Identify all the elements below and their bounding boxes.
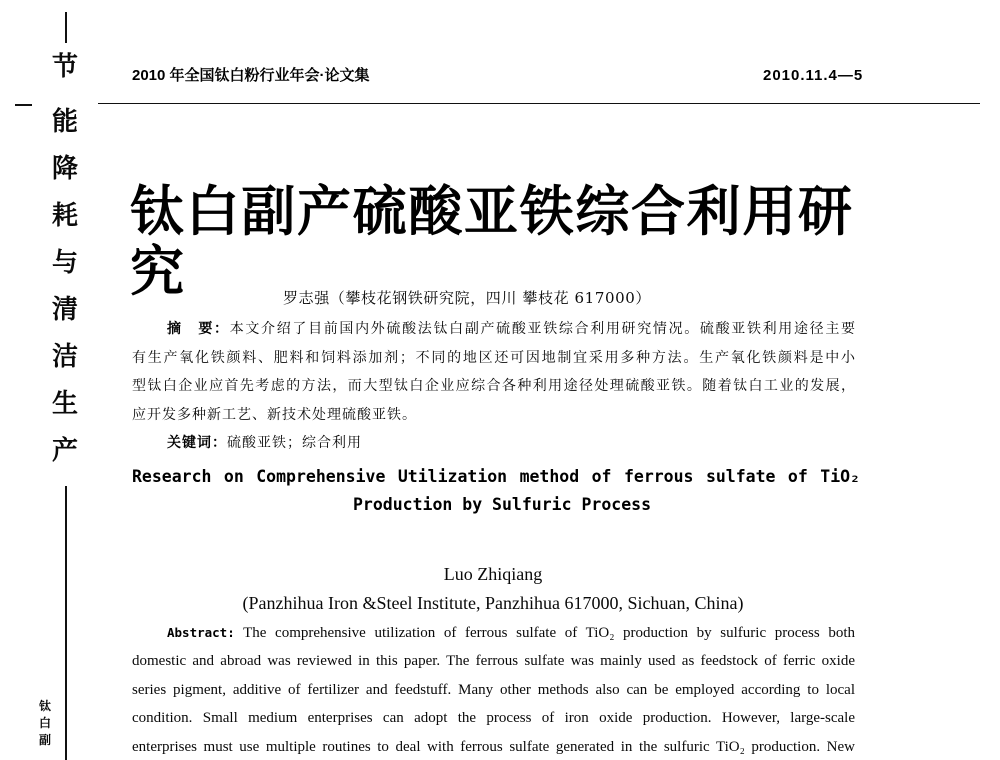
abstract-en-label: Abstract: xyxy=(167,625,235,640)
paper-title-en-line: Research on Comprehensive Utilization method of ferrous sulfate of TiO₂ xyxy=(132,467,860,486)
abstract-en-line: enterprises must use multiple routines to deal with ferrous sulfate generated in the sulfuric TiO₂ production. New xyxy=(132,739,855,755)
running-title-char: 钛 xyxy=(38,699,51,713)
abstract-cn-line: 有生产氧化铁颜料、肥料和饲料添加剂；不同的地区还可因地制宜采用多种方法。生产氧化铁颜料是中小 xyxy=(132,350,855,366)
paper-title-en-line: Production by Sulfuric Process xyxy=(352,495,651,514)
paper-title-cn: 钛白副产硫酸亚铁综合利用研究 xyxy=(130,180,852,303)
section-title-char: 生 xyxy=(51,389,78,419)
section-title-char: 洁 xyxy=(51,342,78,372)
abstract-en-text: The comprehensive utilization of ferrous sulfate of TiO₂ production by sulfuric process both xyxy=(243,625,855,641)
abstract-en-line: series pigment, additive of fertilizer and feedstuff. Many other methods also can be employed according to local xyxy=(132,682,855,698)
abstract-cn-line xyxy=(167,319,855,339)
section-title-char: 能 xyxy=(51,107,78,137)
affiliation-en: (Panzhihua Iron &Steel Institute, Panzhihua 617000, Sichuan, China) xyxy=(242,593,744,613)
section-title-char: 与 xyxy=(51,248,78,278)
abstract-en-line: domestic and abroad was reviewed in this paper. The ferrous sulfate was mainly used as feedstock of ferric oxide xyxy=(132,653,855,669)
margin-rule-bottom xyxy=(65,486,67,760)
section-title-vertical xyxy=(44,53,86,484)
running-title-char: 白 xyxy=(38,716,51,730)
header-rule xyxy=(98,103,980,104)
keywords-cn-text: 硫酸亚铁；综合利用 xyxy=(227,435,362,451)
abstract-en-line xyxy=(167,622,855,644)
author-affiliation-cn: 罗志强（攀枝花钢铁研究院，四川 攀枝花 617000） xyxy=(283,289,651,307)
abstract-cn-line: 型钛白企业应首先考虑的方法，而大型钛白企业应综合各种利用途径处理硫酸亚铁。随着钛白工业的发展， xyxy=(132,378,855,394)
keywords-cn-label: 关键词： xyxy=(167,435,227,451)
conference-date: 2010.11.4—5 xyxy=(763,67,864,84)
abstract-cn-text: 本文介绍了目前国内外硫酸法钛白副产硫酸亚铁综合利用研究情况。硫酸亚铁利用途径主要 xyxy=(229,321,856,337)
section-title-char: 清 xyxy=(51,295,78,325)
section-title-char: 耗 xyxy=(51,201,78,231)
section-title-char: 产 xyxy=(51,436,78,466)
running-title-vertical xyxy=(36,698,54,749)
section-title-char: 降 xyxy=(51,154,78,184)
margin-dash xyxy=(15,104,32,106)
abstract-cn-line: 应开发多种新工艺、新技术处理硫酸亚铁。 xyxy=(132,407,417,423)
margin-rule-top xyxy=(65,12,67,43)
abstract-cn-label: 摘 要： xyxy=(167,321,230,337)
proceedings-name: 2010 年全国钛白粉行业年会·论文集 xyxy=(132,67,370,84)
running-title-char: 副 xyxy=(38,733,51,747)
abstract-en-line: condition. Small medium enterprises can adopt the process of iron oxide production. However, large-scale xyxy=(132,710,855,726)
keywords-cn xyxy=(167,433,362,453)
author-en: Luo Zhiqiang xyxy=(443,564,543,584)
section-title-char: 节 xyxy=(51,52,78,82)
